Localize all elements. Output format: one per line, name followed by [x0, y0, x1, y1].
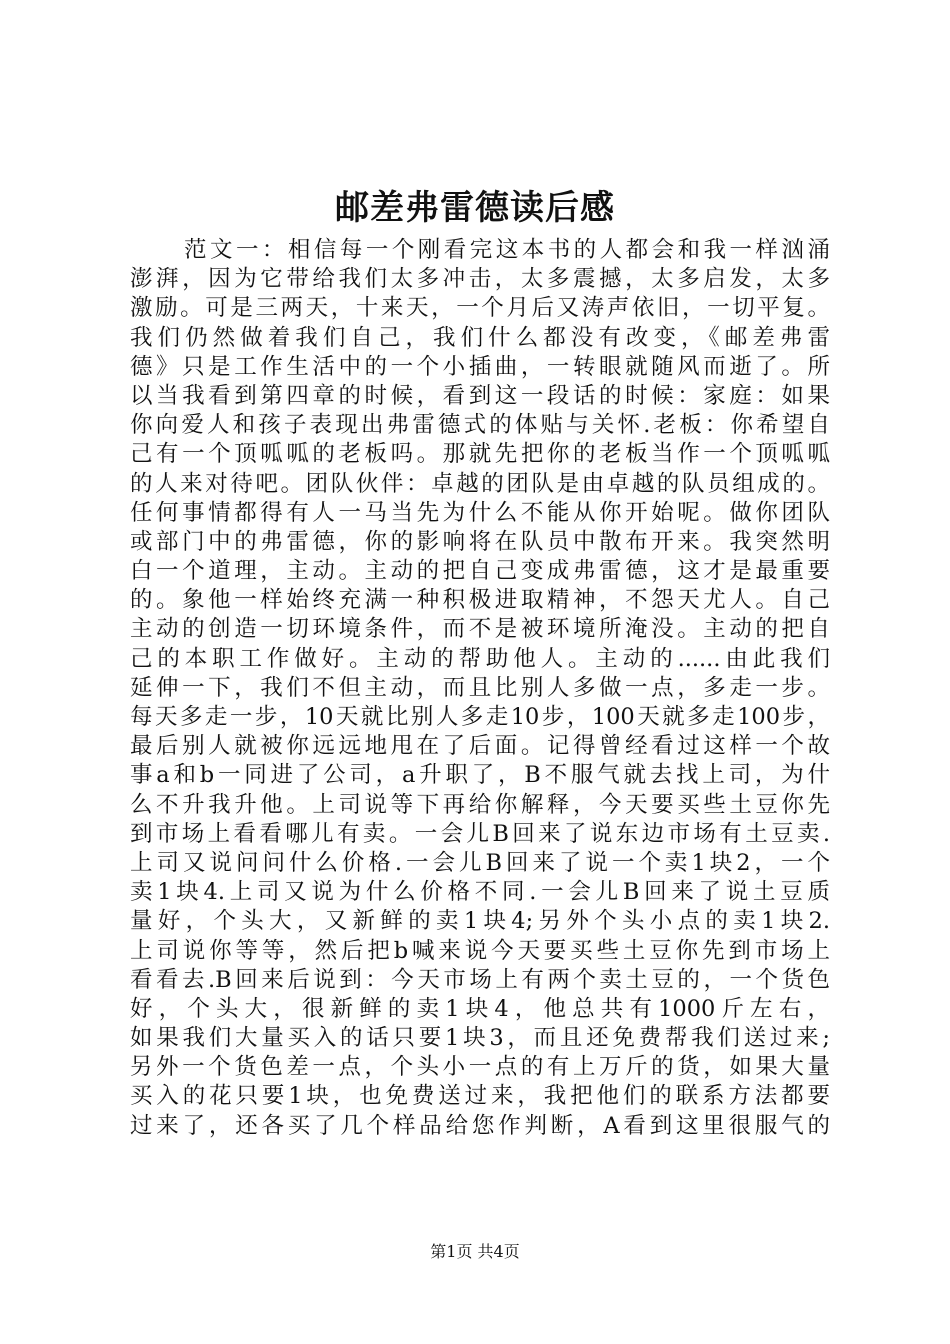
text-line: 延伸一下，我们不但主动，而且比别人多做一点，多走一步。	[130, 674, 830, 701]
text-line: 上司说你等等，然后把b喊来说今天要买些土豆你先到市场上	[130, 937, 830, 964]
text-line: 到市场上看看哪儿有卖。一会儿B回来了说东边市场有土豆卖.	[130, 820, 830, 847]
text-line: 我们仍然做着我们自己，我们什么都没有改变，《邮差弗雷	[130, 324, 830, 351]
text-line: 的人来对待吧。团队伙伴：卓越的团队是由卓越的队员组成的。	[130, 470, 830, 497]
text-line: 看看去.B回来后说到：今天市场上有两个卖土豆的，一个货色	[130, 966, 830, 993]
text-line: 事a和b一同进了公司，a升职了，B不服气就去找上司，为什	[130, 762, 830, 789]
text-line: 以当我看到第四章的时候，看到这一段话的时候：家庭：如果	[130, 382, 830, 409]
text-line: 任何事情都得有人一马当先为什么不能从你开始呢。做你团队	[130, 499, 830, 526]
text-line: 好，个头大，很新鲜的卖1块4，他总共有1000斤左右，	[130, 995, 830, 1022]
text-line: 己的本职工作做好。主动的帮助他人。主动的......由此我们	[130, 645, 830, 672]
text-line: 如果我们大量买入的话只要1块3，而且还免费帮我们送过来;	[130, 1025, 830, 1052]
text-line: 买入的花只要1块，也免费送过来，我把他们的联系方法都要	[130, 1083, 830, 1110]
text-line: 你向爱人和孩子表现出弗雷德式的体贴与关怀.老板：你希望自	[130, 412, 830, 439]
text-line: 最后别人就被你远远地甩在了后面。记得曾经看过这样一个故	[130, 733, 830, 760]
text-line: 的。象他一样始终充满一种积极进取精神，不怨天尤人。自己	[130, 587, 830, 614]
text-line: 另外一个货色差一点，个头小一点的有上万斤的货，如果大量	[130, 1054, 830, 1081]
text-line: 德》只是工作生活中的一个小插曲，一转眼就随风而逝了。所	[130, 353, 830, 380]
text-line: 上司又说问问什么价格.一会儿B回来了说一个卖1块2，一个	[130, 849, 830, 876]
page-footer: 第1页 共4页	[430, 1242, 520, 1261]
document-title: 邮差弗雷德读后感	[335, 188, 615, 228]
body-text	[130, 236, 830, 1141]
text-line: 每天多走一步，10天就比别人多走10步，100天就多走100步，	[130, 704, 830, 730]
text-line: 卖1块4.上司又说为什么价格不同.一会儿B回来了说土豆质	[130, 879, 830, 906]
text-line: 澎湃，因为它带给我们太多冲击，太多震撼，太多启发，太多	[130, 266, 830, 293]
text-line: 过来了，还各买了几个样品给您作判断，A看到这里很服气的	[130, 1112, 830, 1139]
text-line: 范文一：相信每一个刚看完这本书的人都会和我一样汹涌	[184, 237, 830, 263]
text-line: 或部门中的弗雷德，你的影响将在队员中散布开来。我突然明	[130, 528, 830, 555]
text-line: 么不升我升他。上司说等下再给你解释，今天要买些土豆你先	[130, 791, 830, 818]
text-line: 白一个道理，主动。主动的把自己变成弗雷德，这才是最重要	[130, 558, 830, 585]
text-line: 量好，个头大，又新鲜的卖1块4;另外个头小点的卖1块2.	[130, 908, 830, 935]
text-line: 己有一个顶呱呱的老板吗。那就先把你的老板当作一个顶呱呱	[130, 441, 830, 468]
text-line: 激励。可是三两天，十来天，一个月后又涛声依旧，一切平复。	[130, 295, 830, 322]
text-line: 主动的创造一切环境条件，而不是被环境所淹没。主动的把自	[130, 616, 830, 643]
